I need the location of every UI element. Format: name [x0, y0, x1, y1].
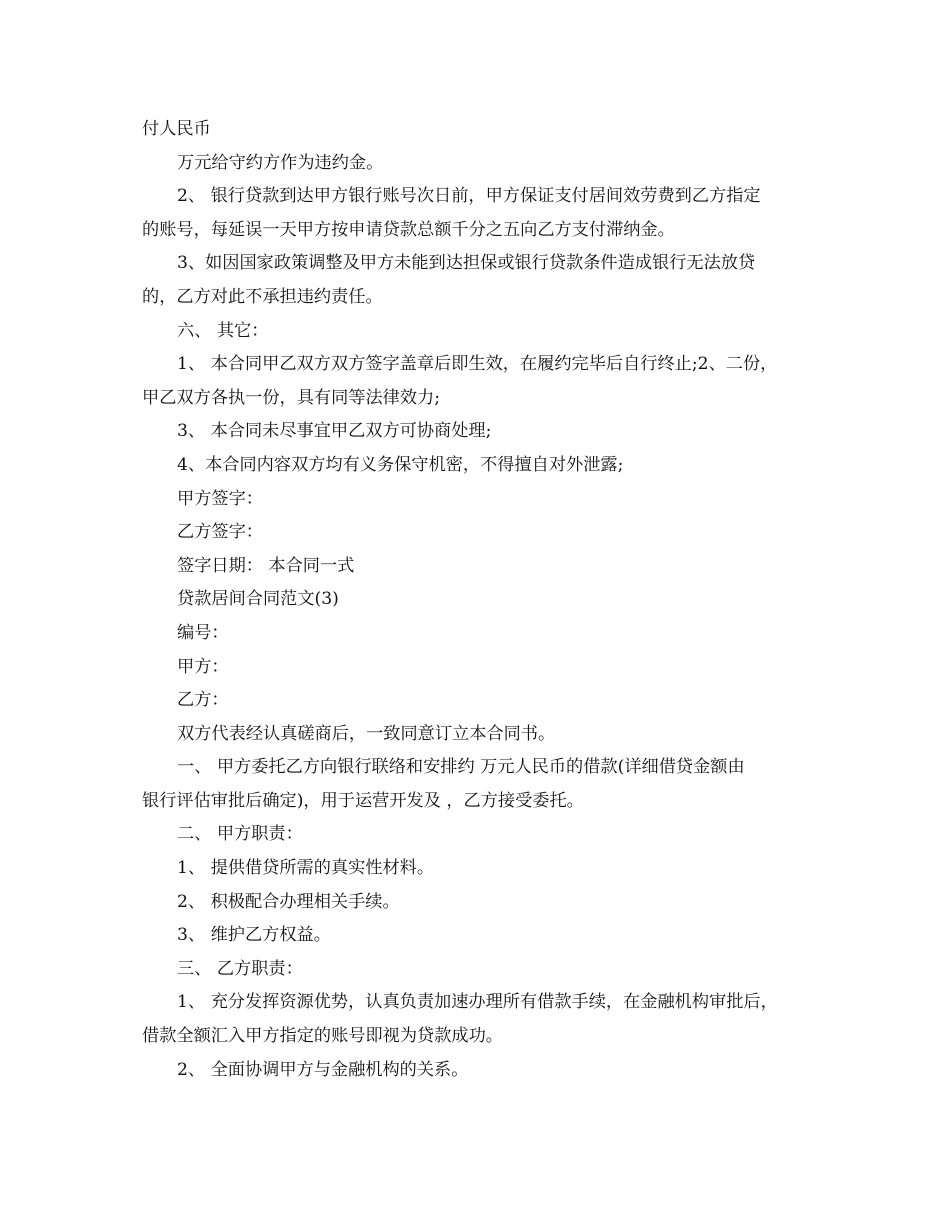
- paragraph-line: 4、本合同内容双方均有义务保守机密，不得擅自对外泄露;: [177, 454, 624, 475]
- paragraph-line: 甲方：: [177, 656, 229, 677]
- document-body: [142, 113, 832, 1087]
- paragraph-line: 一、 甲方委托乙方向银行联络和安排约 万元人民币的借款(详细借贷金额由: [177, 757, 745, 778]
- paragraph-line: 借款全额汇入甲方指定的账号即视为贷款成功。: [142, 1026, 503, 1047]
- paragraph-line: 的账号，每延误一天甲方按申请贷款总额千分之五向乙方支付滞纳金。: [142, 219, 675, 240]
- paragraph-line: 签字日期： 本合同一式: [177, 555, 355, 576]
- paragraph-line: 贷款居间合同范文(3): [177, 589, 339, 610]
- paragraph-line: 1、 本合同甲乙双方双方签字盖章后即生效，在履约完毕后自行终止;2、二份，: [177, 354, 778, 375]
- paragraph-line: 编号：: [177, 622, 229, 643]
- paragraph-line: 二、 甲方职责：: [177, 824, 303, 845]
- paragraph-line: 的，乙方对此不承担违约责任。: [142, 286, 383, 307]
- paragraph-line: 2、 银行贷款到达甲方银行账号次日前，甲方保证支付居间效劳费到乙方指定: [177, 186, 761, 207]
- paragraph-line: 3、 本合同未尽事宜甲乙双方可协商处理;: [177, 421, 492, 442]
- paragraph-line: 3、 维护乙方权益。: [177, 925, 331, 946]
- paragraph-line: 2、 积极配合办理相关手续。: [177, 891, 400, 912]
- paragraph-line: 万元给守约方作为违约金。: [177, 152, 384, 173]
- paragraph-line: 1、 提供借贷所需的真实性材料。: [177, 858, 435, 879]
- paragraph-line: 甲乙双方各执一份，具有同等法律效力;: [142, 387, 440, 408]
- paragraph-line: 双方代表经认真磋商后，一致同意订立本合同书。: [177, 723, 556, 744]
- paragraph-line: 3、如因国家政策调整及甲方未能到达担保或银行贷款条件造成银行无法放贷: [177, 253, 756, 274]
- paragraph-line: 1、 充分发挥资源优势，认真负责加速办理所有借款手续，在金融机构审批后，: [177, 992, 778, 1013]
- paragraph-line: 2、 全面协调甲方与金融机构的关系。: [177, 1059, 469, 1080]
- paragraph-line: 银行评估审批后确定)，用于运营开发及 ，乙方接受委托。: [142, 790, 584, 811]
- paragraph-line: 付人民币: [142, 119, 211, 139]
- paragraph-line: 乙方：: [177, 690, 229, 711]
- paragraph-line: 乙方签字：: [177, 522, 263, 543]
- paragraph-line: 甲方签字：: [177, 488, 263, 509]
- paragraph-line: 三、 乙方职责：: [177, 958, 303, 979]
- paragraph-line: 六、 其它：: [177, 320, 269, 341]
